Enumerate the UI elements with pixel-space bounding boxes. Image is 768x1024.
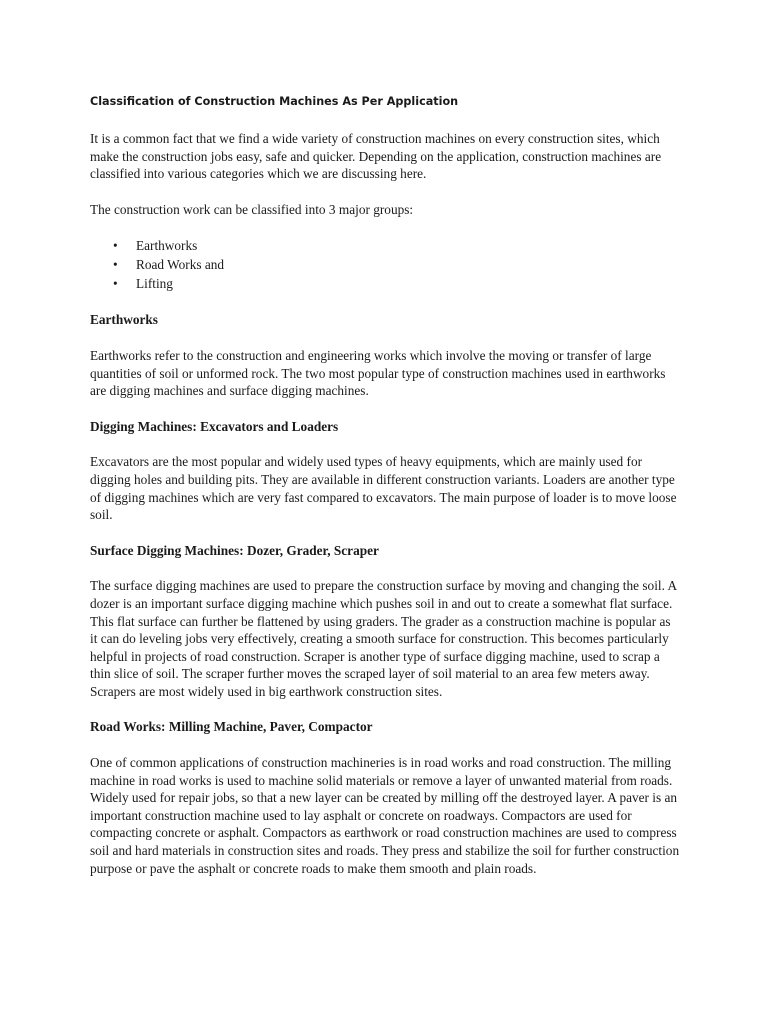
- section-body-digging-machines: Excavators are the most popular and widely used types of heavy equipments, which are mainly used for digging holes and building pits. They are available in different construction variants. Loaders are another type of digging machines which are very fast compared to excavators. The main purpose of loader is to move loose soil.: [90, 454, 677, 523]
- section-heading-digging-machines: Digging Machines: Excavators and Loaders: [90, 418, 339, 434]
- list-item: [90, 255, 680, 274]
- intro-paragraph: It is a common fact that we find a wide variety of construction machines on every construction sites, which make the construction jobs easy, safe and quicker. Depending on the application, construction machines are classified into various categories which we are discussing here.: [90, 131, 662, 182]
- list-item: [90, 274, 680, 293]
- section-heading-road-works: Road Works: Milling Machine, Paver, Compactor: [90, 719, 373, 735]
- list-item-label: Road Works and: [136, 257, 225, 273]
- section-body-road-works: One of common applications of construction machineries is in road works and road construction. The milling machine in road works is used to machine solid materials or remove a layer of unwanted material from roads. Widely used for repair jobs, so that a new layer can be created by milling off the destroyed layer. A paver is an important construction machine used to lay asphalt or concrete on roadways. Compactors are used for compacting concrete or asphalt. Compactors as earthwork or road construction machines are used to compress soil and hard materials in construction sites and roads. They press and stabilize the soil for further construction purpose or pave the asphalt or concrete roads to make them smooth and plain roads.: [90, 755, 680, 876]
- section-heading-earthworks: Earthworks: [90, 312, 158, 328]
- section-body-surface-digging-machines: The surface digging machines are used to prepare the construction surface by moving and changing the soil. A dozer is an important surface digging machine which pushes soil in and out to create a somewhat flat surface. This flat surface can further be flattened by using graders. The grader as a construction machine is popular as it can do leveling jobs very effectively, creating a smooth surface for construction. This becomes particularly helpful in projects of road construction. Scraper is another type of surface digging machine, used to scrap a thin slice of soil. The scraper further moves the scraped layer of soil material to an area few meters away. Scrapers are most widely used in big earthwork construction sites.: [90, 578, 677, 699]
- groups-intro-paragraph: The construction work can be classified into 3 major groups:: [90, 201, 414, 217]
- list-item-label: Earthworks: [136, 238, 198, 254]
- document-page: [90, 94, 680, 895]
- bullet-icon: •: [113, 238, 118, 254]
- list-item: [90, 236, 680, 255]
- section-body-earthworks: Earthworks refer to the construction and engineering works which involve the moving or transfer of large quantities of soil or unformed rock. The two most popular type of construction machines used in earthworks are digging machines and surface digging machines.: [90, 347, 666, 399]
- section-heading-surface-digging-machines: Surface Digging Machines: Dozer, Grader, Scraper: [90, 542, 379, 558]
- document-title: Classification of Construction Machines As Per Application: [90, 95, 459, 108]
- list-item-label: Lifting: [136, 276, 173, 292]
- bullet-icon: •: [113, 276, 118, 292]
- groups-list: [90, 236, 680, 293]
- bullet-icon: •: [113, 257, 118, 273]
